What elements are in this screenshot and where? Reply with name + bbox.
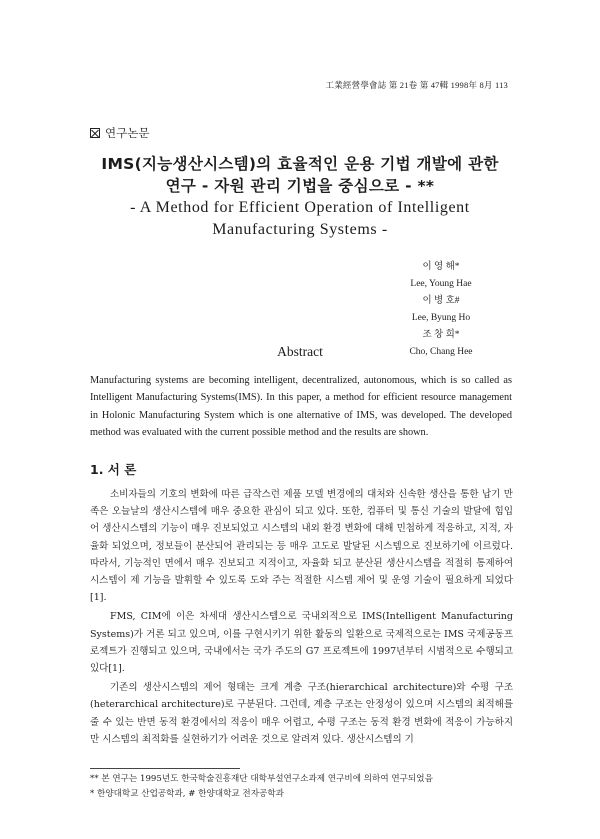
footnote-funding: ** 본 연구는 1995년도 한국학술진흥재단 대학부설연구소과제 연구비에 의하여 연구되었음 <box>90 774 433 784</box>
section-tag <box>90 125 149 141</box>
paper-title <box>0 153 600 241</box>
author-3-korean: 조 창 희* <box>422 330 460 340</box>
introduction-body <box>90 486 513 750</box>
author-1-korean: 이 영 해* <box>422 262 460 272</box>
author-2-korean: 이 병 호# <box>422 296 460 306</box>
section-heading-introduction: 1. 서 론 <box>90 462 137 477</box>
title-english-line-2: Manufacturing Systems - <box>212 221 388 238</box>
footnote-divider <box>90 768 240 769</box>
title-korean-line-2: 연구 - 자원 관리 기법을 중심으로 - ** <box>165 177 435 195</box>
paragraph: 소비자들의 기호의 변화에 따른 급작스런 제품 모델 변경에의 대처와 신속한 생산을 통한 납기 만족은 오늘날의 생산시스템에 매우 중요한 관심이 되고 있다. 또한, 컴퓨터 및 통신 기술의 발달에 힘입어 생산시스템의 기능이 매우 진보되었고 시스템의 내외 환경 변화에 대해 민첩하게 적응하고, 지적, 자율화 되었으며, 정보들이 분산되어 관리되는 등 매우 고도로 발달된 시스템으로 진보하기에 이르렀다. 따라서, 기능적인 면에서 매우 진보되고 지적이고, 자율화 되고 분산된 생산시스템을 적절히 통제하여 시스템이 제 기능을 발휘할 수 있도록 도와 주는 적절한 시스템 제어 및 운영 기술이 필요하게 되었다[1]. <box>90 489 513 604</box>
abstract-text: Manufacturing systems are becoming intelligent, decentralized, autonomous, which is so called as Intelligent Manufacturing Systems(IMS). In this paper, a method for efficient resource management in Holonic Manufacturing System which is one alternative of IMS, was developed. The developed method was evaluated with the current possible method and the results are shown. <box>90 375 512 438</box>
author-2-english: Lee, Byung Ho <box>411 313 471 323</box>
boxed-x-icon <box>90 128 100 138</box>
title-english-line-1: - A Method for Efficient Operation of Intelligent <box>130 199 470 216</box>
paragraph: FMS, CIM에 이은 차세대 생산시스템으로 국내외적으로 IMS(Intelligent Manufacturing Systems)가 거론 되고 있으며, 이를 구현시키기 위한 활동의 일환으로 국제적으로는 IMS 국제공동프로젝트가 진행되고 있으며, 국내에서는 국가 주도의 G7 프로젝트에 1997년부터 시범적으로 수행되고 있다[1]. <box>90 611 513 675</box>
paragraph: 기존의 생산시스템의 제어 형태는 크게 계층 구조(hierarchical architecture)와 수평 구조(heterarchical architecture)로 구분된다. 그런데, 계층 구조는 안정성이 있으며 시스템의 최적해를 줄 수 있는 반면 동적 환경에서의 적응이 매우 어렵고, 수평 구조는 동적 환경 변화에 적응이 가능하지만 시스템의 최적화를 실현하기가 어려운 것으로 알려져 있다. 생산시스템의 기 <box>90 682 513 745</box>
running-header: 工業經營學會誌 第 21卷 第 47輯 1998年 8月 113 <box>325 80 508 90</box>
footnote-affiliations: * 한양대학교 산업공학과, # 한양대학교 전자공학과 <box>90 789 284 799</box>
abstract-heading: Abstract <box>277 344 323 359</box>
title-korean-line-1: IMS(지능생산시스템)의 효율적인 운용 기법 개발에 관한 <box>101 155 499 173</box>
footnotes <box>90 772 520 802</box>
author-3-english: Cho, Chang Hee <box>409 347 473 357</box>
section-tag-label: 연구논문 <box>105 126 150 140</box>
author-1-english: Lee, Young Hae <box>410 279 472 289</box>
